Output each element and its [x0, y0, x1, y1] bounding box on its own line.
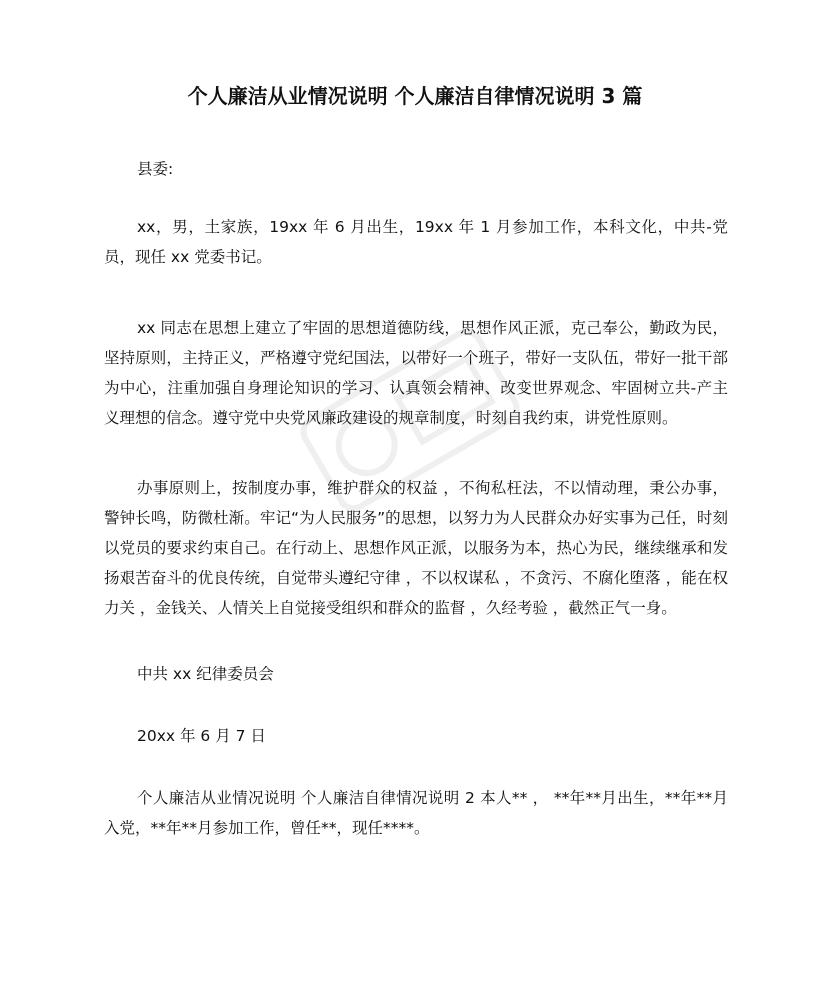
second-statement-paragraph: 个人廉洁从业情况说明 个人廉洁自律情况说明 2 本人** ， **年**月出生，**年**月入党，**年**月参加工作，曾任**，现任****。	[104, 789, 728, 837]
bio-paragraph: xx，男，土家族，19xx 年 6 月出生，19xx 年 1 月参加工作，本科文化，中共-党员，现任 xx 党委书记。	[104, 218, 728, 266]
conduct-paragraph: xx 同志在思想上建立了牢固的思想道德防线，思想作风正派，克己奉公，勤政为民，坚持原则，主持正义，严格遵守党纪国法，以带好一个班子，带好一支队伍，带好一批干部为中心，注重加强自身理论知识的学习、认真领会精神、改变世界观念、牢固树立共-产主义理想的信念。遵守党中央党风廉政建设的规章制度，时刻自我约束，讲党性原则。	[104, 319, 728, 427]
date-line: 20xx 年 6 月 7 日	[137, 727, 266, 745]
salutation-paragraph: 县委:	[137, 160, 174, 178]
work-principles-paragraph: 办事原则上，按制度办事，维护群众的权益 ，不徇私枉法，不以情动理，秉公办事，警钟长鸣，防微杜渐。牢记“为人民服务”的思想，以努力为人民群众办好实事为己任，时刻以党员的要求约束自己。在行动上、思想作风正派，以服务为本，热心为民，继续继承和发扬艰苦奋斗的优良传统，自觉带头遵纪守律 ，不以权谋私 ，不贪污、不腐化堕落 ，能在权力关 ，金钱关、人情关上自觉接受组织和群众的监督 ，久经考验 ，截然正气一身。	[104, 479, 728, 617]
signer-line: 中共 xx 纪律委员会	[137, 665, 274, 683]
document-title: 个人廉洁从业情况说明 个人廉洁自律情况说明 3 篇	[187, 84, 643, 108]
